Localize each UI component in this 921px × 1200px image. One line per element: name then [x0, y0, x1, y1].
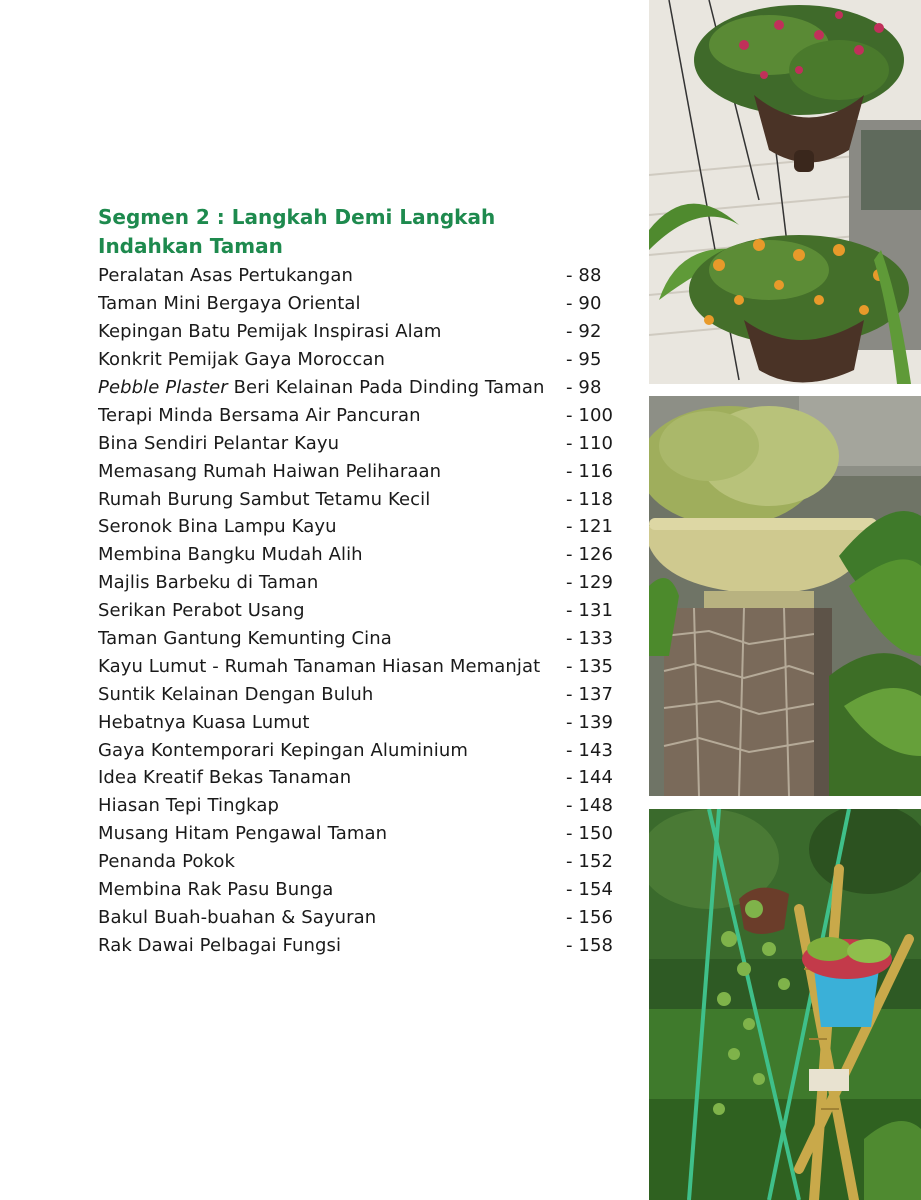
toc-entry: [98, 792, 628, 820]
toc-entry: [98, 680, 628, 708]
entry-title: Bina Sendiri Pelantar Kayu: [98, 432, 340, 454]
entry-page: - 129: [566, 572, 614, 594]
entry-title: Terapi Minda Bersama Air Pancuran: [98, 404, 421, 426]
hanging-baskets-photo: [649, 0, 921, 384]
toc-entry: [98, 736, 628, 764]
entry-page: - 156: [566, 906, 614, 928]
entry-title: Membina Rak Pasu Bunga: [98, 879, 334, 901]
entry-page: - 150: [566, 823, 614, 845]
toc-entry: [98, 708, 628, 736]
entry-page: - 158: [566, 934, 614, 956]
entry-page: - 139: [566, 711, 614, 733]
entry-title: Memasang Rumah Haiwan Peliharaan: [98, 460, 442, 482]
entry-title: Bakul Buah-buahan & Sayuran: [98, 906, 377, 928]
toc-entry: [98, 429, 628, 457]
entry-title: Rak Dawai Pelbagai Fungsi: [98, 934, 342, 956]
entry-page: - 148: [566, 795, 614, 817]
entry-page: - 143: [566, 739, 614, 761]
entry-title: Taman Gantung Kemunting Cina: [98, 628, 392, 650]
entry-title: Serikan Perabot Usang: [98, 600, 305, 622]
entry-title: Hebatnya Kuasa Lumut: [98, 711, 310, 733]
entry-title: Kepingan Batu Pemijak Inspirasi Alam: [98, 321, 442, 343]
entry-title: Penanda Pokok: [98, 851, 236, 873]
table-of-contents: [98, 203, 628, 959]
toc-entry: [98, 374, 628, 402]
entry-page: - 152: [566, 851, 614, 873]
toc-entry: [98, 848, 628, 876]
entry-page: - 92: [566, 321, 602, 343]
toc-entry: [98, 903, 628, 931]
entry-page: - 131: [566, 600, 614, 622]
toc-entry: [98, 290, 628, 318]
section-heading-line-1: Segmen 2 : Langkah Demi Langkah: [98, 205, 496, 229]
entry-page: - 154: [566, 879, 614, 901]
entry-title: Gaya Kontemporari Kepingan Aluminium: [98, 739, 468, 761]
entry-title: Majlis Barbeku di Taman: [98, 572, 319, 594]
toc-entry: [98, 820, 628, 848]
entry-page: - 144: [566, 767, 614, 789]
entry-page: - 95: [566, 349, 602, 371]
toc-entry: [98, 513, 628, 541]
toc-entry: [98, 541, 628, 569]
entry-page: - 100: [566, 404, 614, 426]
entry-title: Hiasan Tepi Tingkap: [98, 795, 280, 817]
entry-title: Membina Bangku Mudah Alih: [98, 544, 363, 566]
section-heading: [98, 203, 628, 261]
toc-entry: [98, 262, 628, 290]
entry-page: - 116: [566, 460, 614, 482]
pedestal-planter-photo: [649, 396, 921, 796]
entry-title-italic: Pebble Plaster: [98, 377, 228, 398]
entry-title-rest: Beri Kelainan Pada Dinding Taman: [227, 377, 545, 398]
toc-entry: [98, 931, 628, 959]
bamboo-tripod-photo: [649, 809, 921, 1200]
entry-page: - 110: [566, 432, 614, 454]
entry-page: - 121: [566, 516, 614, 538]
photo-column: [649, 0, 921, 1200]
entry-page: - 98: [566, 377, 602, 398]
entry-title: Peralatan Asas Pertukangan: [98, 265, 353, 287]
entry-title: Rumah Burung Sambut Tetamu Kecil: [98, 488, 431, 510]
entry-title: Idea Kreatif Bekas Tanaman: [98, 767, 352, 789]
entry-title: [98, 377, 566, 398]
toc-entry: [98, 876, 628, 904]
entry-title: Musang Hitam Pengawal Taman: [98, 823, 388, 845]
entry-page: - 126: [566, 544, 614, 566]
entry-page: - 133: [566, 628, 614, 650]
entry-page: - 118: [566, 488, 614, 510]
toc-entry: [98, 625, 628, 653]
section-heading-line-2: Indahkan Taman: [98, 234, 283, 258]
entry-title: Kayu Lumut - Rumah Tanaman Hiasan Memanjat: [98, 655, 541, 677]
toc-entry: [98, 457, 628, 485]
entry-title: Seronok Bina Lampu Kayu: [98, 516, 337, 538]
entry-page: - 90: [566, 293, 602, 315]
toc-entry: [98, 401, 628, 429]
toc-entry: [98, 764, 628, 792]
toc-entry: [98, 569, 628, 597]
toc-entry: [98, 652, 628, 680]
toc-entry: [98, 597, 628, 625]
entry-title: Konkrit Pemijak Gaya Moroccan: [98, 349, 386, 371]
entry-page: - 137: [566, 683, 614, 705]
entry-page: - 135: [566, 655, 614, 677]
toc-entry: [98, 346, 628, 374]
toc-entry: [98, 485, 628, 513]
toc-entry: [98, 318, 628, 346]
entry-title: Taman Mini Bergaya Oriental: [98, 293, 361, 315]
entry-title: Suntik Kelainan Dengan Buluh: [98, 683, 374, 705]
entry-page: - 88: [566, 265, 602, 287]
